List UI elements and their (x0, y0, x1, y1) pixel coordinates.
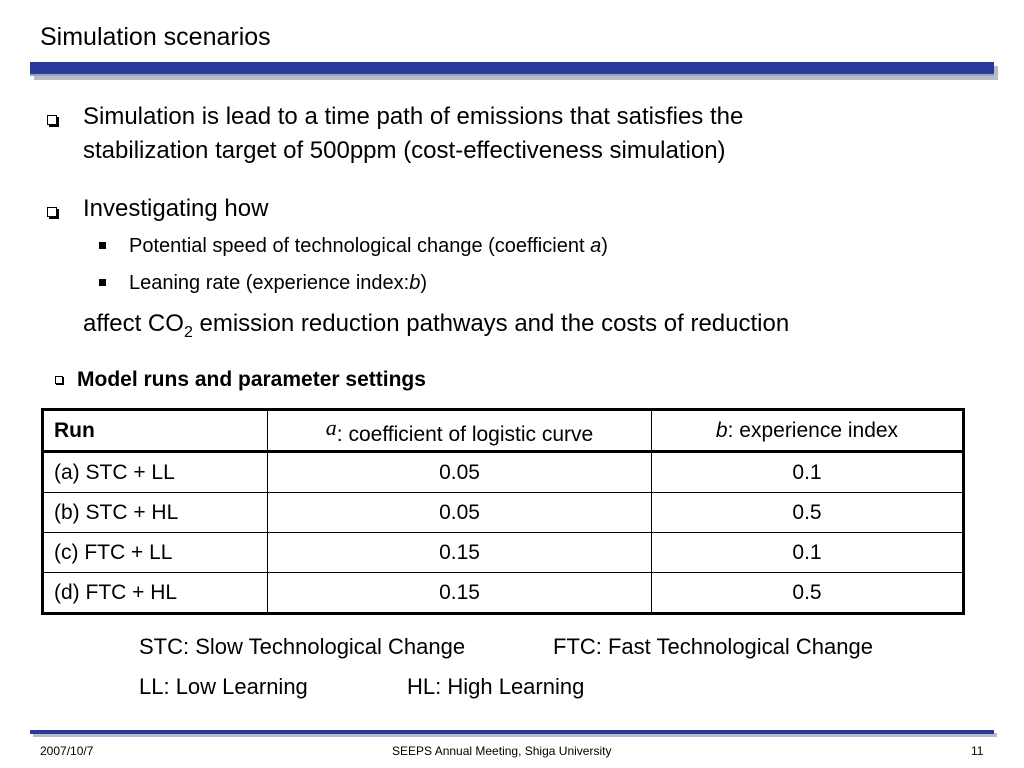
square-bullet-icon (47, 115, 57, 125)
subscript-2: 2 (183, 323, 193, 341)
footer-event: SEEPS Annual Meeting, Shiga University (392, 744, 612, 758)
affect-prefix: affect CO (83, 310, 184, 337)
legend-ftc: FTC: Fast Technological Change (553, 634, 873, 659)
square-bullet-icon (55, 376, 63, 384)
var-a: a (590, 235, 602, 257)
cell-a: 0.05 (268, 493, 652, 533)
slide-title: Simulation scenarios (40, 23, 271, 51)
sub-bullet-speed-text: Potential speed of technological change (coefficient (129, 235, 591, 257)
table-row (43, 493, 964, 533)
cell-run: (a) STC + LL (43, 452, 268, 493)
cell-a: 0.05 (268, 452, 652, 493)
header-b (652, 410, 964, 452)
paren-close: ) (420, 272, 427, 294)
title-divider-bar (30, 62, 994, 76)
cell-run: (c) FTC + LL (43, 533, 268, 573)
square-bullet-icon (47, 207, 57, 217)
sub-bullet-learning (129, 270, 427, 296)
cell-b: 0.1 (652, 533, 964, 573)
affect-suffix: emission reduction pathways and the costs of reduction (192, 310, 790, 337)
cell-run: (d) FTC + HL (43, 573, 268, 614)
header-a (268, 410, 652, 452)
cell-a: 0.15 (268, 573, 652, 614)
var-b: b (409, 272, 421, 294)
bullet-investigating: Investigating how (83, 195, 269, 222)
bullet-simulation-line1: Simulation is lead to a time path of emissions that satisfies the (83, 103, 744, 130)
model-runs-table (41, 408, 965, 615)
cell-a: 0.15 (268, 533, 652, 573)
sub-bullet-speed (129, 233, 608, 259)
footer-page-number: 11 (971, 744, 984, 758)
filled-square-bullet-icon (99, 279, 106, 286)
bullet-simulation-line2: stabilization target of 500ppm (cost-effectiveness simulation) (83, 137, 726, 164)
table-row (43, 452, 964, 493)
footer-divider-bar (30, 730, 994, 734)
header-a-var: a (325, 414, 337, 440)
filled-square-bullet-icon (99, 242, 106, 249)
table-header-row (43, 410, 964, 452)
header-b-var: b (715, 418, 728, 442)
cell-run: (b) STC + HL (43, 493, 268, 533)
model-runs-heading: Model runs and parameter settings (77, 368, 426, 391)
legend-hl: HL: High Learning (407, 674, 585, 699)
paren-close: ) (601, 235, 608, 257)
header-run: Run (43, 410, 268, 452)
table-row (43, 533, 964, 573)
header-a-label: : coefficient of logistic curve (336, 422, 594, 446)
header-b-label: : experience index (727, 418, 899, 442)
table-row (43, 573, 964, 614)
cell-b: 0.5 (652, 493, 964, 533)
cell-b: 0.1 (652, 452, 964, 493)
legend-ll: LL: Low Learning (139, 674, 308, 699)
cell-b: 0.5 (652, 573, 964, 614)
affect-line (83, 307, 789, 350)
footer-date: 2007/10/7 (40, 744, 94, 758)
legend-stc: STC: Slow Technological Change (139, 634, 466, 659)
sub-bullet-learning-text: Leaning rate (experience index: (129, 272, 410, 294)
